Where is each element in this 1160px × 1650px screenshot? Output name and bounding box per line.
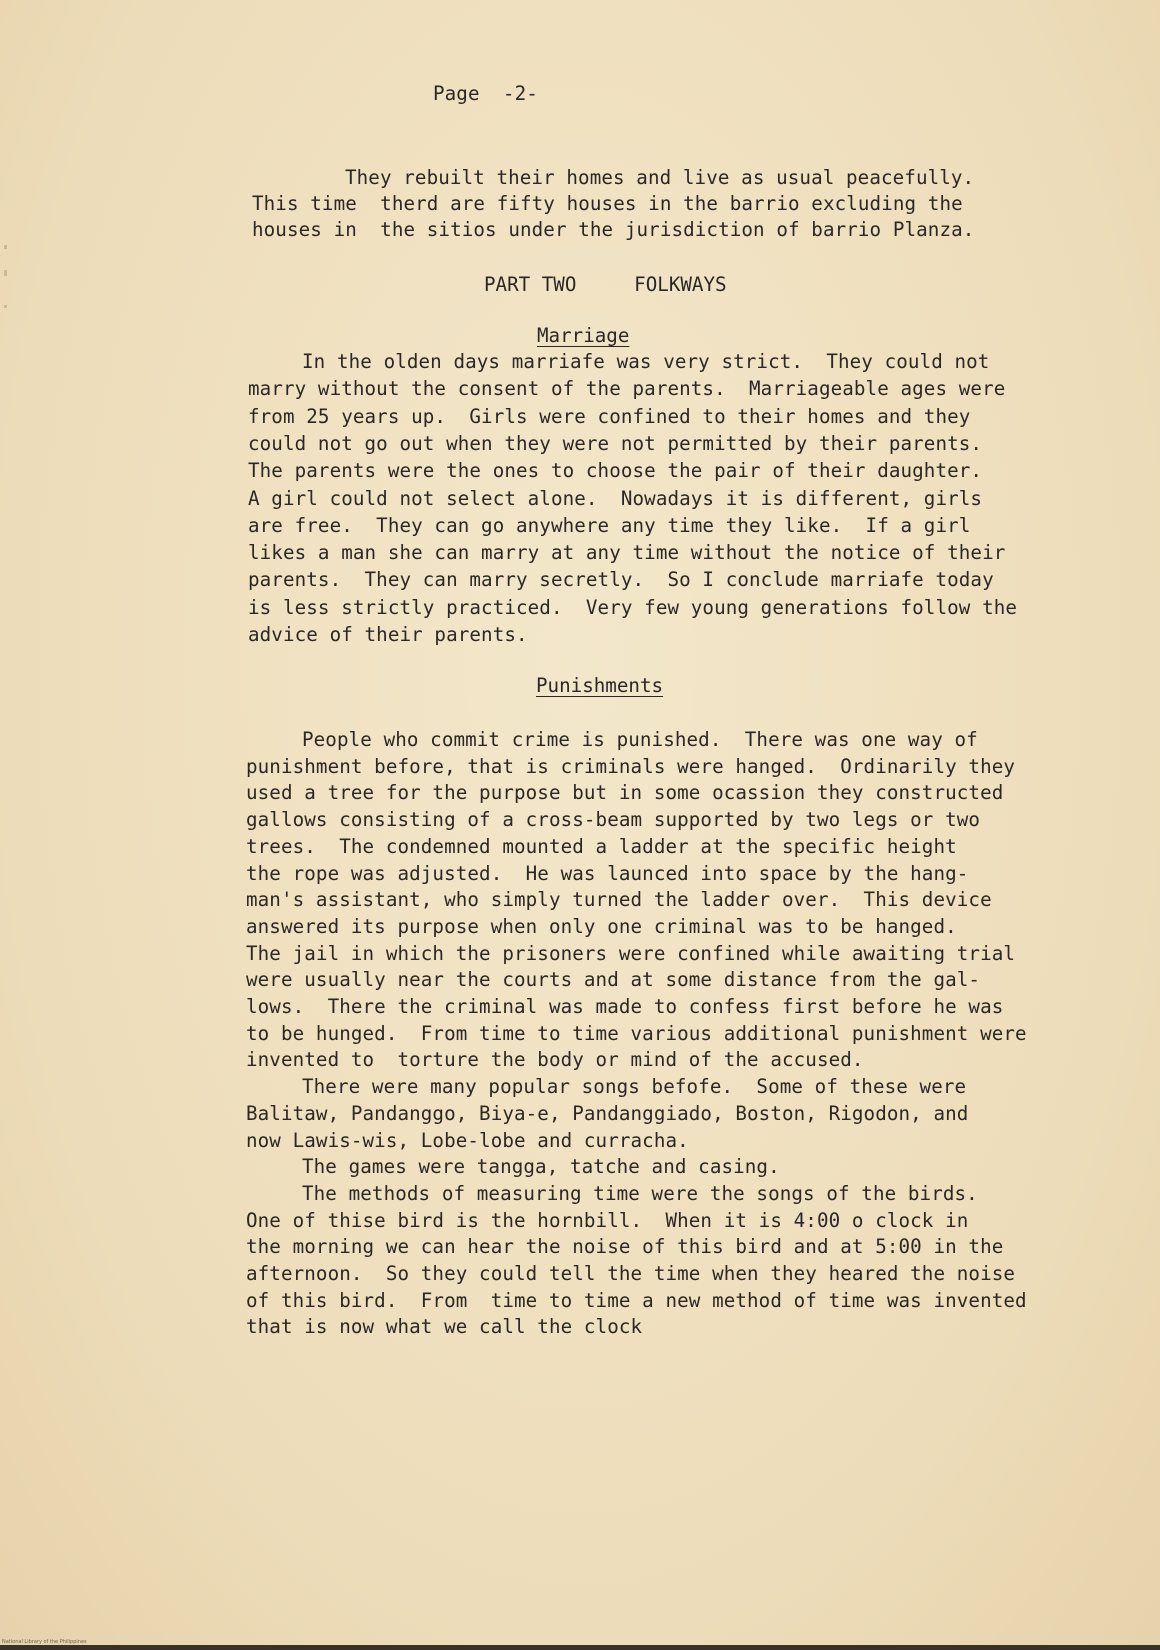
footer-note: National Library of the Philippines bbox=[2, 1639, 87, 1645]
page-mark bbox=[4, 245, 7, 249]
intro-line-3: houses in the sitios under the jurisdiction of barrio Planza. bbox=[252, 218, 975, 241]
marriage-line: from 25 years up. Girls were confined to their homes and they bbox=[248, 404, 971, 428]
marriage-line: parents. They can marry secretly. So I conclude marriafe today bbox=[248, 568, 994, 592]
punishments-line: One of thise bird is the hornbill. When it is 4:00 o clock in bbox=[246, 1208, 969, 1232]
punishments-line: The games were tangga, tatche and casing. bbox=[302, 1155, 780, 1179]
marriage-line: The parents were the ones to choose the pair of their daughter. bbox=[248, 459, 983, 483]
marriage-line: are free. They can go anywhere any time they like. If a girl bbox=[248, 513, 971, 537]
punishments-line: invented to torture the body or mind of the accused. bbox=[246, 1048, 864, 1072]
punishments-line: gallows consisting of a cross-beam supported by two legs or two bbox=[246, 808, 981, 832]
punishments-line: The methods of measuring time were the songs of the birds. bbox=[302, 1181, 978, 1205]
punishments-line: man's assistant, who simply turned the ladder over. This device bbox=[246, 888, 992, 912]
punishments-line: answered its purpose when only one criminal was to be hanged. bbox=[246, 914, 957, 938]
punishments-line: of this bird. From time to time a new method of time was invented bbox=[246, 1288, 1027, 1312]
punishments-line: now Lawis-wis, Lobe-lobe and curracha. bbox=[246, 1128, 689, 1152]
punishments-line: the morning we can hear the noise of this bird and at 5:00 in the bbox=[246, 1235, 1004, 1259]
punishments-line: Balitaw, Pandanggo, Biya-e, Pandanggiado, Boston, Rigodon, and bbox=[246, 1101, 969, 1125]
page-mark bbox=[4, 305, 7, 308]
punishments-line: trees. The condemned mounted a ladder at the specific height bbox=[246, 834, 957, 858]
punishments-heading: Punishments bbox=[536, 674, 664, 697]
punishments-line: to be hunged. From time to time various additional punishment were bbox=[246, 1021, 1027, 1045]
intro-line-1: They rebuilt their homes and live as usual peacefully. bbox=[345, 166, 975, 189]
punishments-line: People who commit crime is punished. There was one way of bbox=[302, 728, 978, 751]
marriage-line: likes a man she can marry at any time without the notice of their bbox=[248, 541, 1006, 565]
marriage-line: marry without the consent of the parents. Marriageable ages were bbox=[248, 377, 1006, 401]
scan-edge bbox=[0, 1645, 1160, 1650]
marriage-line: advice of their parents. bbox=[248, 623, 528, 646]
page-number: Page -2- bbox=[433, 82, 538, 105]
intro-line-2: This time therd are fifty houses in the barrio excluding the bbox=[252, 192, 963, 215]
marriage-line: A girl could not select alone. Nowadays it is different, girls bbox=[248, 486, 983, 510]
punishments-line: lows. There the criminal was made to confess first before he was bbox=[246, 995, 1004, 1018]
punishments-line: the rope was adjusted. He was launced into space by the hang- bbox=[246, 861, 969, 885]
punishments-line: used a tree for the purpose but in some ocassion they constructed bbox=[246, 781, 1004, 805]
marriage-line: could not go out when they were not permitted by their parents. bbox=[248, 431, 983, 455]
punishments-line: were usually near the courts and at some distance from the gal- bbox=[246, 968, 981, 992]
marriage-line: is less strictly practiced. Very few young generations follow the bbox=[248, 595, 1018, 619]
marriage-line: In the olden days marriafe was very strict. They could not bbox=[302, 350, 990, 373]
page-mark bbox=[4, 270, 7, 276]
punishments-line: punishment before, that is criminals were hanged. Ordinarily they bbox=[246, 754, 1016, 778]
punishments-line: The jail in which the prisoners were confined while awaiting trial bbox=[246, 941, 1016, 965]
part-heading: PART TWO FOLKWAYS bbox=[484, 273, 727, 296]
marriage-heading: Marriage bbox=[537, 324, 630, 347]
punishments-line: that is now what we call the clock bbox=[246, 1315, 643, 1339]
punishments-line: There were many popular songs befofe. Some of these were bbox=[302, 1075, 967, 1099]
punishments-line: afternoon. So they could tell the time when they heared the noise bbox=[246, 1262, 1016, 1285]
